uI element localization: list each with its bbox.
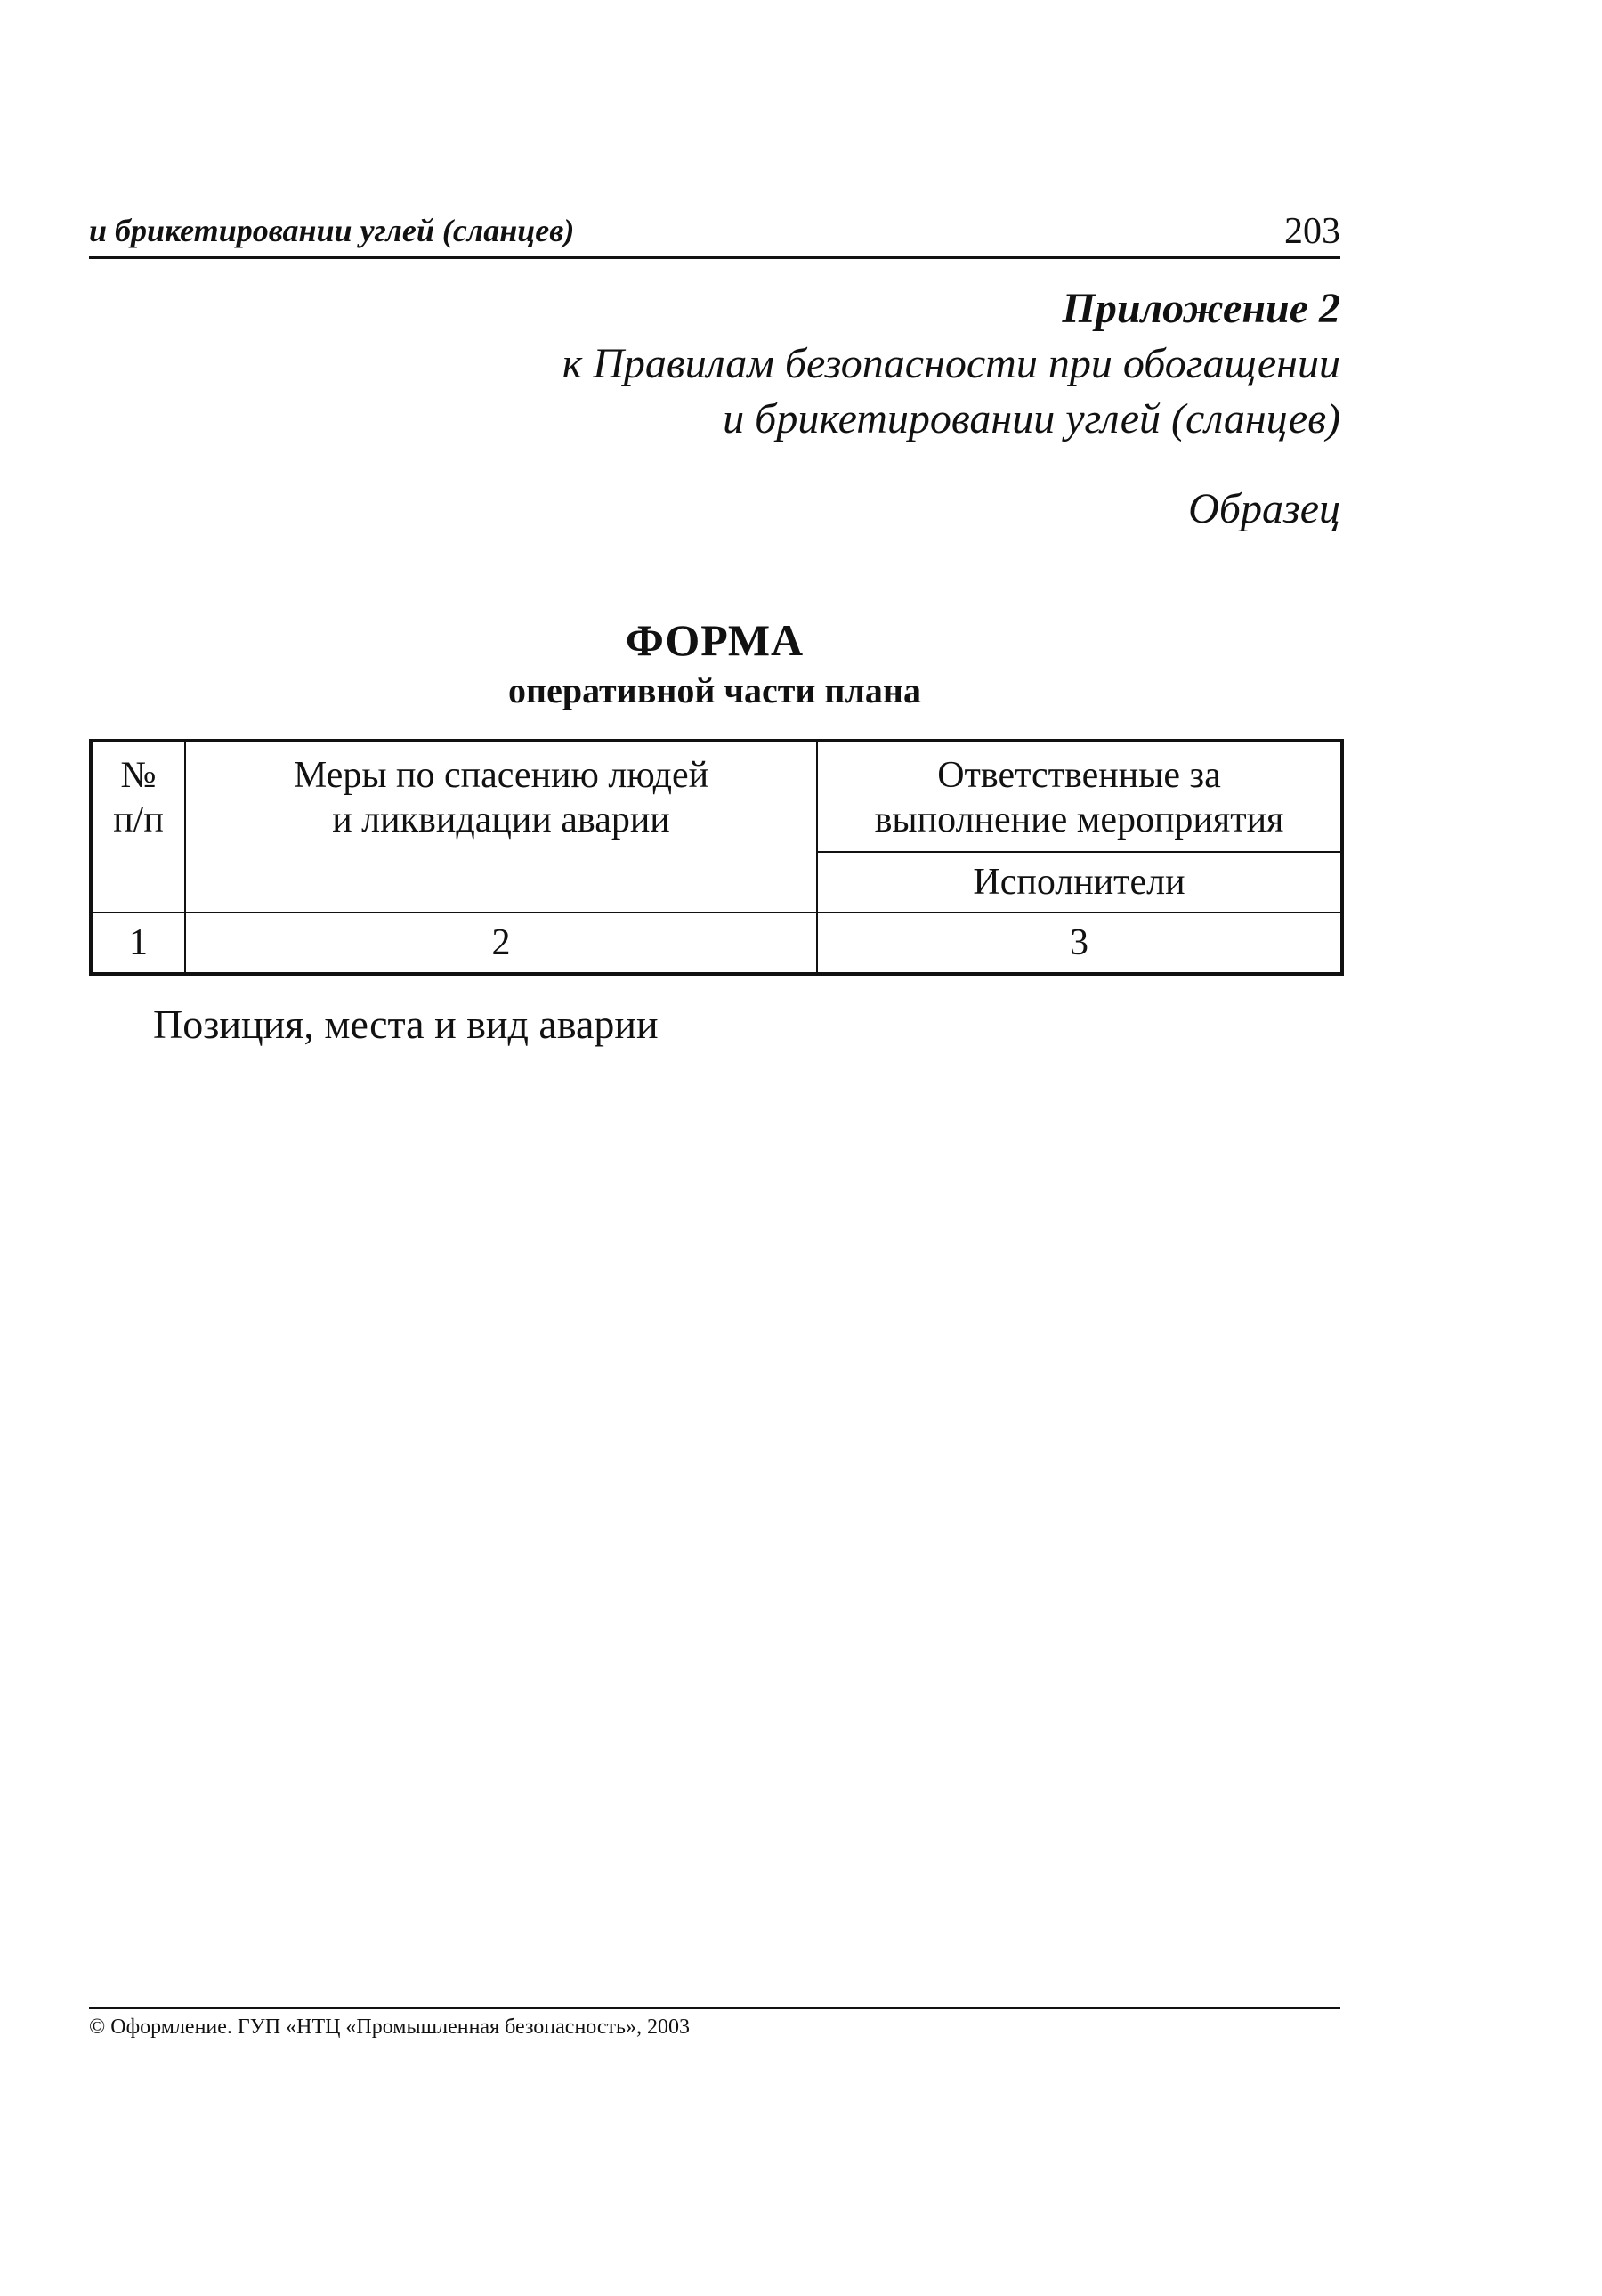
sample-label: Образец (1188, 485, 1340, 532)
appendix-line-2: и брикетировании углей (сланцев) (723, 395, 1340, 442)
table-header-row (91, 741, 1342, 852)
header-responsible-line-1: Ответственные за (937, 755, 1221, 796)
position-line: Позиция, места и вид аварии (153, 1002, 659, 1047)
footer-copyright: © Оформление. ГУП «НТЦ «Промышленная безопасность», 2003 (89, 2016, 690, 2039)
running-title: и брикетировании углей (сланцев) (89, 213, 575, 248)
form-subtitle: оперативной части плана (508, 670, 921, 710)
column-number-3: 3 (817, 913, 1342, 974)
header-rule (89, 256, 1340, 259)
header-measures-line-2: и ликвидации аварии (332, 799, 670, 840)
header-number-line-2: п/п (113, 799, 164, 840)
column-number-1: 1 (91, 913, 185, 974)
form-table (89, 739, 1344, 976)
header-cell-executors: Исполнители (817, 852, 1342, 913)
appendix-line-1: к Правилам безопасности при обогащении (562, 340, 1340, 387)
page-number: 203 (1284, 211, 1340, 252)
running-header (89, 207, 1340, 256)
footer-rule (89, 2007, 1340, 2009)
table-numbering-row (91, 913, 1342, 974)
header-cell-measures (185, 741, 817, 913)
appendix-block (272, 281, 1340, 447)
header-cell-number (91, 741, 185, 913)
header-number-line-1: № (120, 755, 157, 796)
appendix-title: Приложение 2 (1062, 285, 1340, 332)
header-cell-responsible (817, 741, 1342, 852)
header-measures-line-1: Меры по спасению людей (293, 755, 709, 796)
header-responsible-line-2: выполнение мероприятия (874, 799, 1284, 840)
column-number-2: 2 (185, 913, 817, 974)
form-title: ФОРМА (625, 615, 805, 665)
